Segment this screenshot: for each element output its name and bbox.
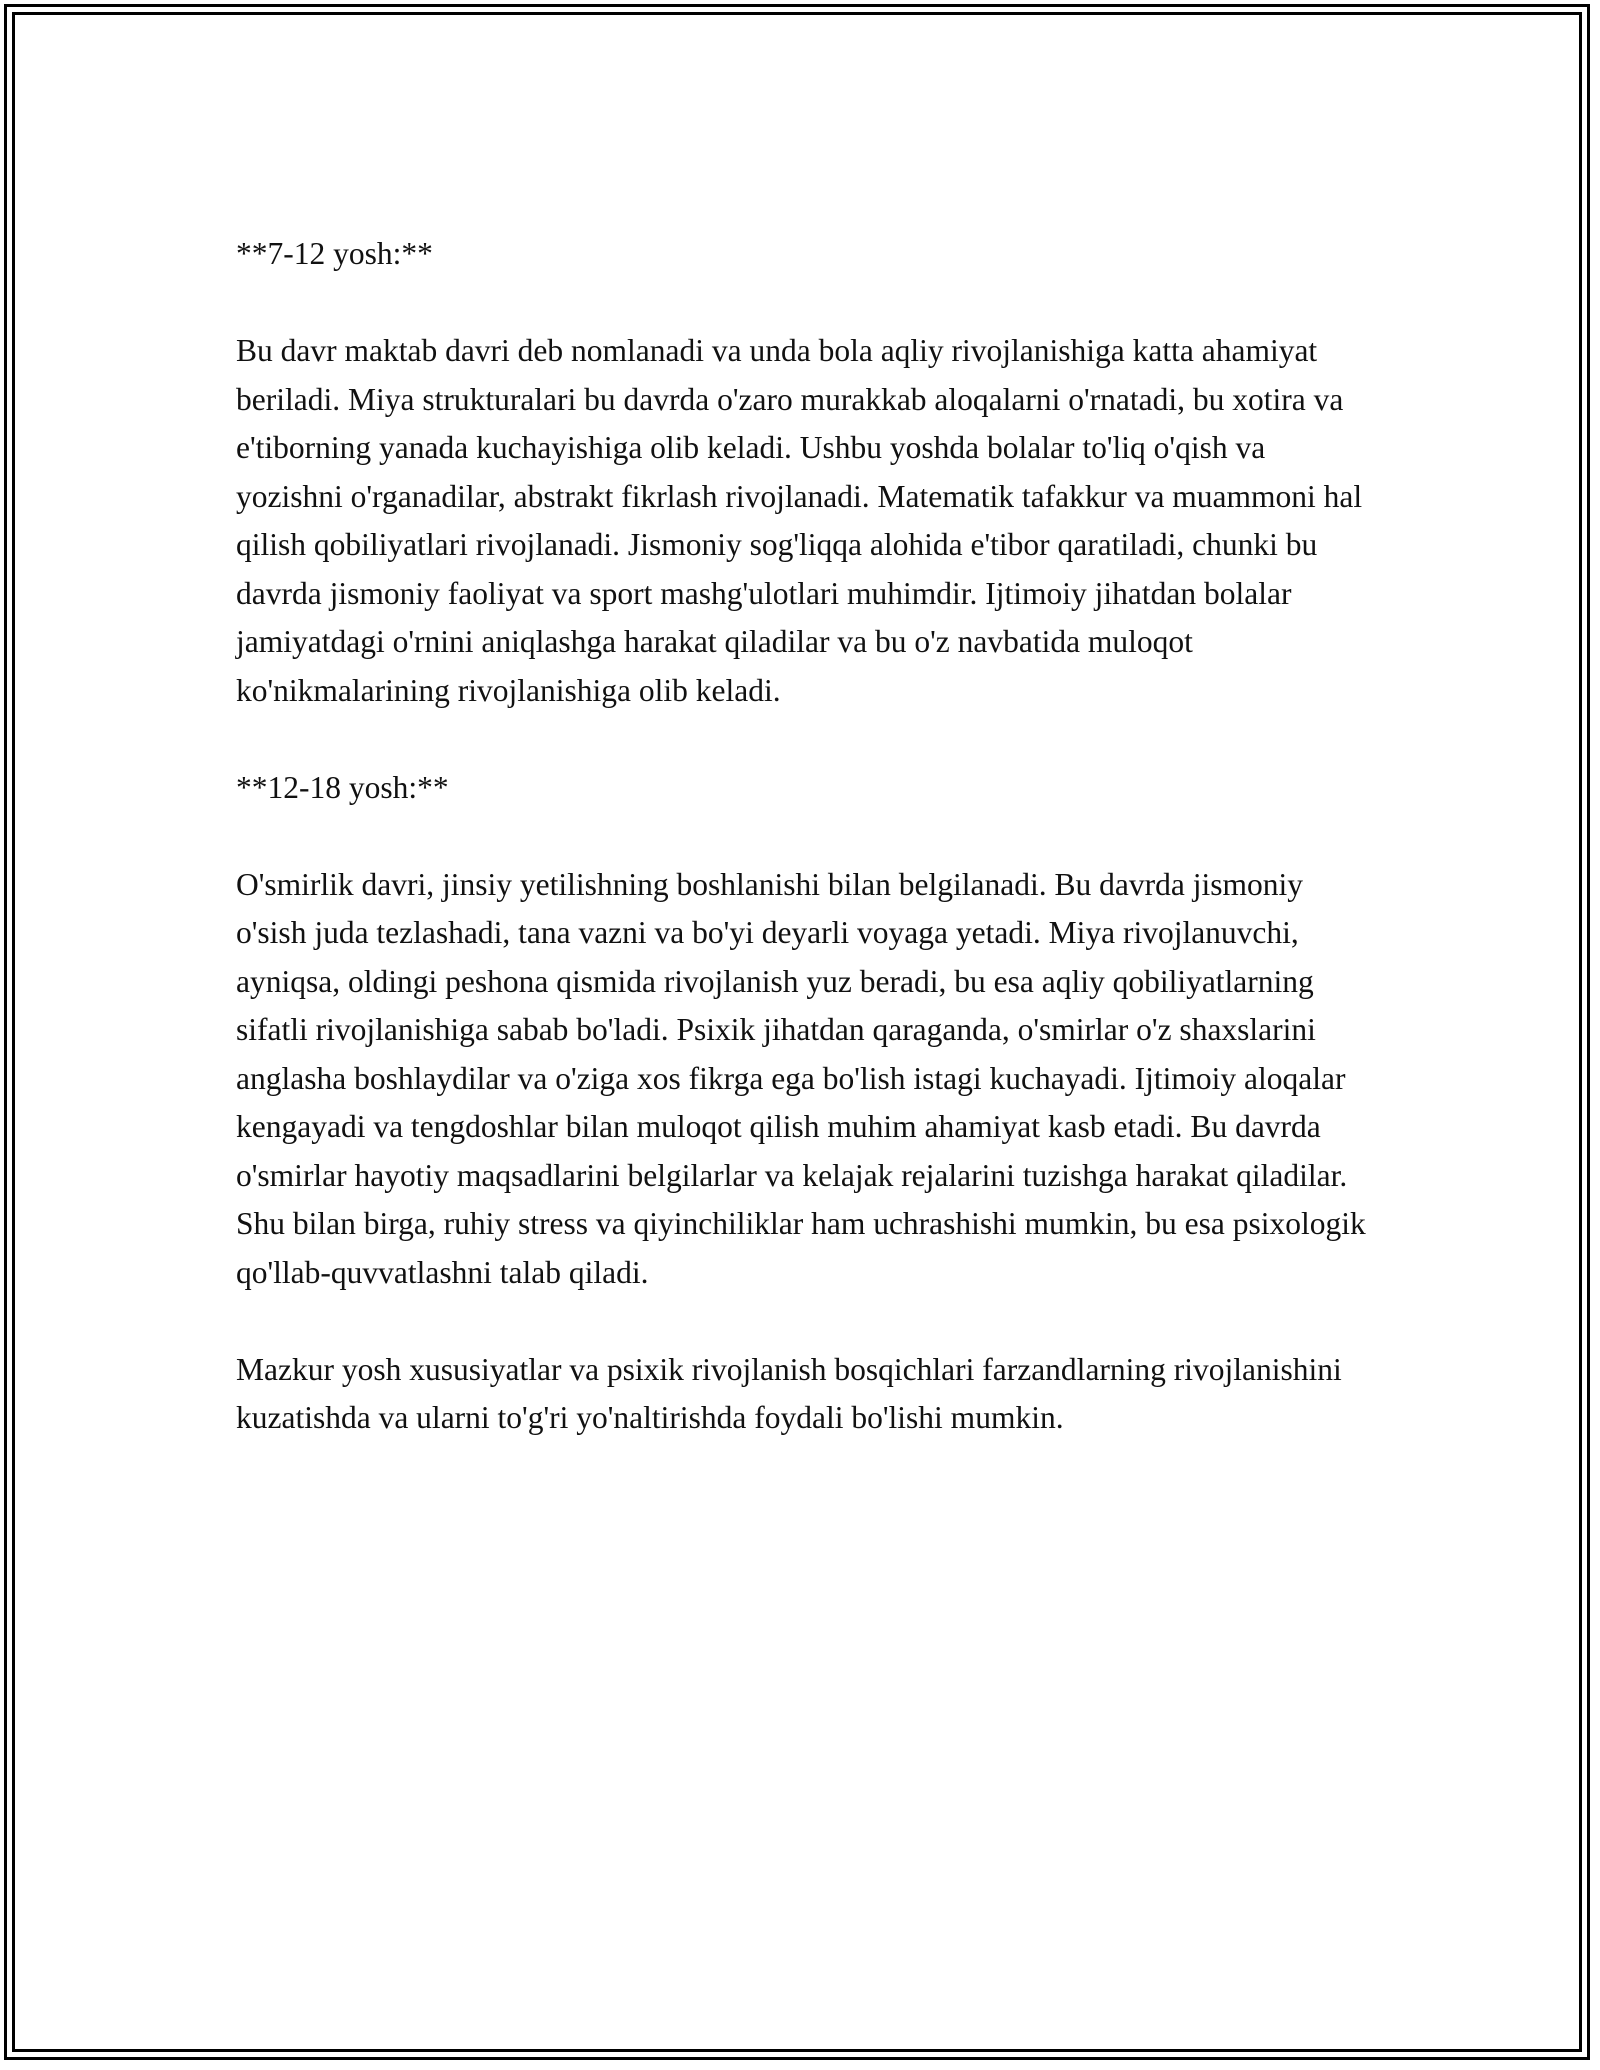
section-heading-7-12: **7-12 yosh:** bbox=[236, 236, 433, 271]
document-body bbox=[236, 230, 1376, 1491]
section-heading-12-18: **12-18 yosh:** bbox=[236, 769, 449, 805]
paragraph-conclusion: Mazkur yosh xususiyatlar va psixik rivojlanish bosqichlari farzandlarning rivojlanishini kuzatishda va ularni to'g'ri yo'naltirishda foydali bo'lishi mumkin. bbox=[236, 1351, 1342, 1435]
paragraph-12-18: O'smirlik davri, jinsiy yetilishning boshlanishi bilan belgilanadi. Bu davrda jismoniy o'sish juda tezlashadi, tana vazni va bo'yi deyarli voyaga yetadi. Miya rivojlanuvchi, ayniqsa, oldingi peshona qismida rivojlanish yuz beradi, bu esa aqliy qobiliyatlarning sifatli rivojlanishiga sabab bo'ladi. Psixik jihatdan qaraganda, o'smirlar o'z shaxslarini anglasha boshlaydilar va o'ziga xos fikrga ega bo'lish istagi kuchayadi. Ijtimoiy aloqalar kengayadi va tengdoshlar bilan muloqot qilish muhim ahamiyat kasb etadi. Bu davrda o'smirlar hayotiy maqsadlarini belgilarlar va kelajak rejalarini tuzishga harakat qiladilar. Shu bilan birga, ruhiy stress va qiyinchiliklar ham uchrashishi mumkin, bu esa psixologik qo'llab-quvvatlashni talab qiladi. bbox=[236, 866, 1366, 1290]
paragraph-7-12: Bu davr maktab davri deb nomlanadi va unda bola aqliy rivojlanishiga katta ahamiyat beriladi. Miya strukturalari bu davrda o'zaro murakkab aloqalarni o'rnatadi, bu xotira va e'tiborning yanada kuchayishiga olib keladi. Ushbu yoshda bolalar to'liq o'qish va yozishni o'rganadilar, abstrakt fikrlash rivojlanadi. Matematik tafakkur va muammoni hal qilish qobiliyatlari rivojlanadi. Jismoniy sog'liqqa alohida e'tibor qaratiladi, chunki bu davrda jismoniy faoliyat va sport mashg'ulotlari muhimdir. Ijtimoiy jihatdan bolalar jamiyatdagi o'rnini aniqlashga harakat qiladilar va bu o'z navbatida muloqot ko'nikmalarining rivojlanishiga olib keladi. bbox=[236, 333, 1363, 708]
